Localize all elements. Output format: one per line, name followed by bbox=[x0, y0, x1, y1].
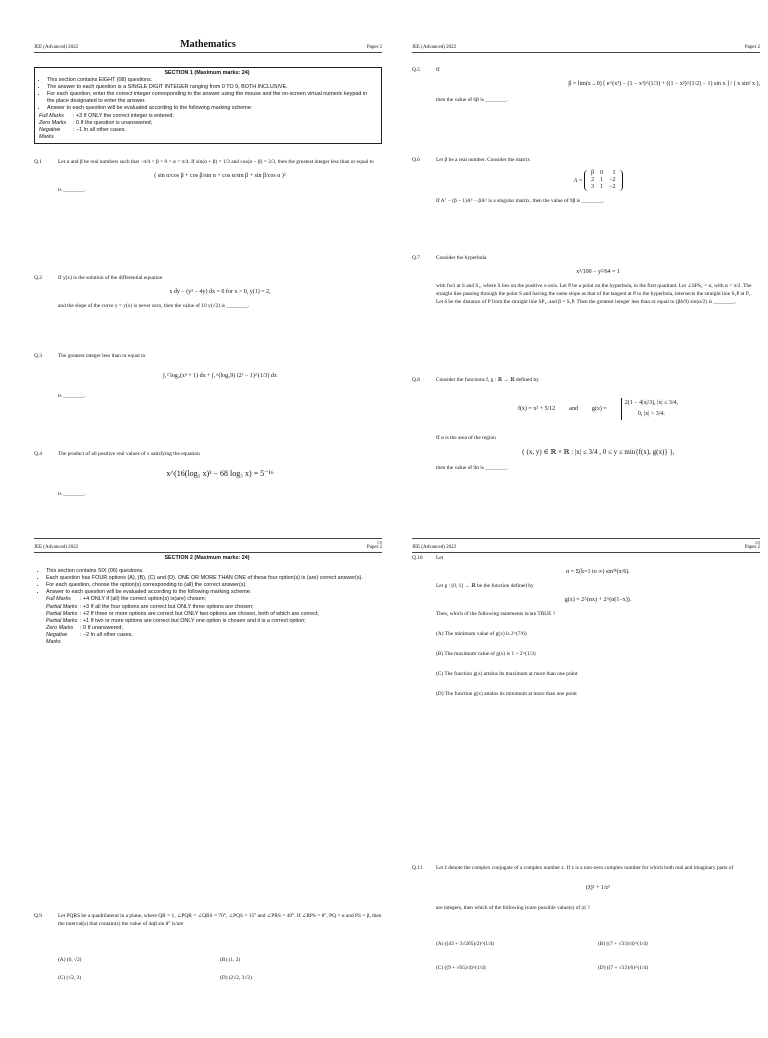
function-g-label: g(x) = bbox=[591, 406, 607, 412]
question-equation: (z̄)² + 1/z² bbox=[586, 885, 610, 891]
piece-case: 2(1 − 4|x|/3), |x| ≤ 3/4, bbox=[624, 400, 679, 406]
option-c[interactable]: (C) ((9 + √65)/4)^(1/4) bbox=[436, 965, 486, 971]
function-f: f(x) = x² + 5/12 bbox=[517, 406, 556, 412]
question-text-tail: If A⁷ − (β − 1)A⁶ − βA⁵ is a singular matrix, then the value of 9β is ________. bbox=[436, 198, 605, 204]
option-c[interactable]: (C) (√2, 3) bbox=[58, 975, 82, 981]
functions-definition bbox=[436, 398, 760, 420]
question-4 bbox=[34, 450, 382, 498]
matrix-a bbox=[584, 170, 622, 191]
question-7 bbox=[412, 254, 760, 306]
exam-name: JEE (Advanced) 2022 bbox=[412, 545, 457, 550]
instruction-item: • Answer to each question will be evaluated according to the following marking scheme: bbox=[46, 589, 376, 596]
question-number: Q.9 bbox=[34, 913, 42, 919]
marking-key: Full Marks bbox=[46, 596, 71, 603]
question-equation: β = lim(x→0) [ e^(x³) − (1 − x³)^(1/3) + ((1 − x²)^(1/2) − 1) sin x ] / ( x sin² x ), bbox=[568, 81, 760, 87]
marking-value: : −1 In all other cases. bbox=[73, 126, 126, 133]
question-text: Let α and β be real numbers such that −π/4 < β < 0 < α < π/4. If sin(α + β) = 1/3 and cos(α − β) = 2/3, then the greatest integer less than or equal to bbox=[58, 159, 374, 165]
marking-row bbox=[46, 611, 376, 618]
question-ask: Then, which of the following statements is/are TRUE ? bbox=[436, 611, 556, 617]
instruction-list bbox=[39, 77, 375, 112]
question-text: Let z̄ denote the complex conjugate of a complex number z. If z is a non-zero complex number for which both real and imaginary parts of bbox=[436, 865, 734, 871]
marking-row bbox=[46, 596, 376, 603]
option-a[interactable]: (A) The minimum value of g(x) is 2^(7/6) bbox=[436, 631, 527, 637]
marking-value: : +3 If all the four options are correct but ONLY three options are chosen; bbox=[80, 603, 254, 610]
exam-name: JEE (Advanced) 2022 bbox=[412, 45, 457, 50]
matrix-cell: −2 bbox=[609, 184, 616, 190]
exam-name: JEE (Advanced) 2022 bbox=[34, 545, 79, 550]
matrix-cell: 3 bbox=[591, 184, 595, 190]
option-b[interactable]: (B) (1, 2) bbox=[220, 957, 241, 963]
matrix-cell: 1 bbox=[600, 184, 604, 190]
instruction-item: • This section contains EIGHT (08) questions. bbox=[47, 77, 375, 84]
section-2-instructions bbox=[34, 553, 382, 648]
page-footer: 1/8 bbox=[34, 538, 382, 545]
marking-value: : +1 If two or more options are correct but ONLY one option is chosen and it is a correct option; bbox=[80, 617, 306, 624]
question-text: The product of all positive real values of x satisfying the equation bbox=[58, 451, 200, 457]
question-number: Q.2 bbox=[34, 275, 42, 281]
option-d[interactable]: (D) (2√2, 3√2) bbox=[220, 975, 252, 981]
answer-blank: is ________. bbox=[58, 393, 86, 399]
marking-key: Zero Marks bbox=[39, 119, 67, 126]
page-header bbox=[34, 38, 382, 53]
option-a[interactable]: (A) (0, √2) bbox=[58, 957, 82, 963]
question-equation: g(x) = 2^(αx) + 2^(α(1−x)). bbox=[564, 597, 632, 603]
page-3 bbox=[34, 538, 382, 1038]
question-2 bbox=[34, 274, 382, 310]
question-number: Q.4 bbox=[34, 451, 42, 457]
marking-row bbox=[39, 120, 375, 127]
answer-blank: is ________. bbox=[58, 187, 86, 193]
options-grid bbox=[58, 956, 382, 982]
page-4 bbox=[412, 538, 760, 1038]
instruction-item: • Answer to each question will be evaluated according to the following marking scheme: bbox=[47, 105, 375, 112]
question-text: If y(x) is the solution of the differential equation bbox=[58, 275, 163, 281]
question-text-tail: with foci at S and S₁, where S lies on the positive x-axis. Let P be a point on the hyperbola, in the first quadrant. Let ∠SPS₁ = α, with α < π/2. The straight line passing through the point S and having the same slope as that of the tangent at P to the hyperbola, intersects the straight line S₁P at P₁. Let δ be the distance of P from the straight line SP₁, and β = S₁P. Then the greatest integer less than or equal to (βδ/9) sin(α/2) is ________. bbox=[436, 283, 752, 305]
question-equation: ∫₁² log₂(x³ + 1) dx + ∫₁^(log₂9) (2ˣ − 1)^(1/3) dx bbox=[163, 373, 277, 379]
question-text: Consider the hyperbola bbox=[436, 255, 487, 261]
matrix-cell: 0 bbox=[600, 170, 604, 176]
matrix-cell: 1 bbox=[600, 177, 604, 183]
option-b[interactable]: (B) The maximum value of g(x) is 1 + 2^(1/3) bbox=[436, 651, 536, 657]
matrix-cell: −2 bbox=[609, 177, 616, 183]
marking-row bbox=[46, 625, 376, 632]
paper-label: Paper 2 bbox=[366, 45, 382, 50]
options-list bbox=[436, 630, 760, 698]
section-title: SECTION 1 (Maximum marks: 24) bbox=[164, 70, 250, 76]
answer-blank: then the value of 6β is ________. bbox=[436, 97, 509, 103]
instruction-item: • For each question, enter the correct integer corresponding to the answer using the mouse and the on-screen virtual numeric keypad in the place designated to enter the answer. bbox=[47, 91, 375, 105]
question-11 bbox=[412, 864, 760, 972]
matrix-cell: β bbox=[591, 170, 595, 176]
marking-row bbox=[46, 632, 376, 646]
question-equation: x dy − (y² − 4y) dx = 0 for x > 0, y(1) = 2, bbox=[169, 289, 271, 295]
question-equation: ( sin α/cos β + cos β/sin α + cos α/sin β + sin β/cos α )² bbox=[154, 173, 286, 179]
question-text: Let bbox=[436, 555, 444, 561]
page-1 bbox=[34, 38, 382, 545]
question-equation: α = Σ(k=1 to ∞) sin²ᵏ(π/6). bbox=[566, 569, 630, 575]
section-1-instructions bbox=[34, 67, 382, 144]
page-header bbox=[412, 538, 760, 553]
question-5 bbox=[412, 66, 760, 104]
marking-value: : 0 If unanswered; bbox=[80, 624, 123, 631]
marking-key: Full Marks bbox=[39, 112, 64, 119]
option-a[interactable]: (A) ((43 + 3√205)/2)^(1/4) bbox=[436, 941, 495, 947]
question-number: Q.8 bbox=[412, 377, 420, 383]
question-1 bbox=[34, 158, 382, 194]
question-text: Let g : [0, 1] → ℝ be the function defined by bbox=[436, 583, 534, 589]
question-9 bbox=[34, 912, 382, 982]
question-10 bbox=[412, 554, 760, 710]
question-equation: x²/100 − y²/64 = 1 bbox=[576, 269, 620, 275]
question-number: Q.6 bbox=[412, 157, 420, 163]
option-d[interactable]: (D) The function g(x) attains its minimum at more than one point bbox=[436, 691, 577, 697]
question-ask: are integers, then which of the following is/are possible value(s) of |z| ? bbox=[436, 905, 590, 911]
marking-key: Partial Marks bbox=[46, 603, 78, 610]
matrix-equation bbox=[436, 170, 760, 191]
page-2 bbox=[412, 38, 760, 545]
piece-case: 0, |x| > 3/4. bbox=[637, 411, 665, 417]
option-b[interactable]: (B) ((7 + √33)/4)^(1/4) bbox=[598, 941, 648, 947]
instruction-list bbox=[38, 568, 376, 596]
region-set: { (x, y) ∈ ℝ × ℝ : |x| ≤ 3/4 , 0 ≤ y ≤ min{f(x), g(x)} }, bbox=[521, 448, 675, 456]
marking-value: : +3 If ONLY the correct integer is entered; bbox=[73, 112, 174, 119]
marking-value: : 0 If the question is unanswered; bbox=[73, 119, 153, 126]
matrix-label: A = bbox=[573, 177, 583, 184]
paper-label: Paper 2 bbox=[366, 545, 382, 550]
instruction-item: • This section contains SIX (06) questions. bbox=[46, 568, 376, 575]
paper-label: Paper 2 bbox=[744, 545, 760, 550]
options-grid bbox=[436, 940, 760, 972]
question-text-tail: and the slope of the curve y = y(x) is never zero, then the value of 10 y(√2) is ________. bbox=[58, 303, 250, 309]
marking-value: : −2 In all other cases. bbox=[80, 631, 133, 638]
question-number: Q.11 bbox=[412, 865, 423, 871]
option-c[interactable]: (C) The function g(x) attains its maximum at more than one point bbox=[436, 671, 578, 677]
question-number: Q.5 bbox=[412, 67, 420, 73]
marking-key: Negative Marks bbox=[39, 126, 61, 140]
marking-row bbox=[46, 618, 376, 625]
page-header bbox=[34, 538, 382, 553]
subject-title: Mathematics bbox=[180, 39, 236, 50]
marking-key: Zero Marks bbox=[46, 624, 74, 631]
instruction-item: • For each question, choose the option(s) corresponding to (all) the correct answer(s). bbox=[46, 582, 376, 589]
marking-key: Partial Marks bbox=[46, 610, 78, 617]
instruction-item: • The answer to each question is a SINGLE DIGIT INTEGER ranging from 0 TO 9, BOTH INCLUSIVE. bbox=[47, 84, 375, 91]
question-text: Let PQRS be a quadrilateral in a plane, where QR = 1, ∠PQR = ∠QRS = 70°, ∠PQS = 15° and ∠PRS = 40°. If ∠RPS = θ°, PQ = α and PS = β, then the interval(s) that contain(s) the value of 4αβ sin θ° is/are bbox=[58, 913, 382, 927]
question-number: Q.1 bbox=[34, 159, 42, 165]
instruction-item: • Each question has FOUR options (A), (B), (C) and (D). ONE OR MORE THAN ONE of these four option(s) is (are) correct answer(s). bbox=[46, 575, 376, 582]
exam-name: JEE (Advanced) 2022 bbox=[34, 45, 79, 50]
question-number: Q.3 bbox=[34, 353, 42, 359]
paper-label: Paper 2 bbox=[744, 45, 760, 50]
question-number: Q.7 bbox=[412, 255, 420, 261]
option-d[interactable]: (D) ((7 + √13)/6)^(1/4) bbox=[598, 965, 648, 971]
question-equation: x^(16(log₅ x)³ − 68 log₅ x) = 5⁻¹⁶ bbox=[166, 469, 274, 478]
question-text: Let β be a real number. Consider the matrix bbox=[436, 157, 530, 163]
marking-value: : +2 If three or more options are correct but ONLY two options are chosen, both of which are correct; bbox=[80, 610, 319, 617]
marking-key: Partial Marks bbox=[46, 617, 78, 624]
question-text: The greatest integer less than or equal to bbox=[58, 353, 146, 359]
marking-value: : +4 ONLY if (all) the correct option(s) is(are) chosen; bbox=[80, 596, 207, 603]
question-8 bbox=[412, 376, 760, 472]
question-text: Consider the functions f, g : ℝ → ℝ defined by bbox=[436, 377, 539, 383]
question-3 bbox=[34, 352, 382, 400]
matrix-cell: 2 bbox=[591, 177, 595, 183]
matrix-cell: 1 bbox=[612, 170, 616, 176]
function-g-piecewise bbox=[621, 398, 678, 420]
section-title: SECTION 2 (Maximum marks: 24) bbox=[164, 555, 250, 561]
question-text: If bbox=[436, 67, 440, 73]
and-word: and bbox=[569, 406, 578, 412]
question-6 bbox=[412, 156, 760, 205]
answer-blank: is ________. bbox=[58, 491, 86, 497]
marking-row bbox=[39, 127, 375, 141]
answer-blank: then the value of 9α is ________. bbox=[436, 465, 509, 471]
page-footer: 2/8 bbox=[412, 538, 760, 545]
question-text: If α is the area of the region bbox=[436, 435, 496, 441]
marking-row bbox=[39, 113, 375, 120]
question-number: Q.10 bbox=[412, 555, 423, 561]
page-header bbox=[412, 38, 760, 53]
marking-row bbox=[46, 604, 376, 611]
marking-key: Negative Marks bbox=[46, 631, 68, 646]
